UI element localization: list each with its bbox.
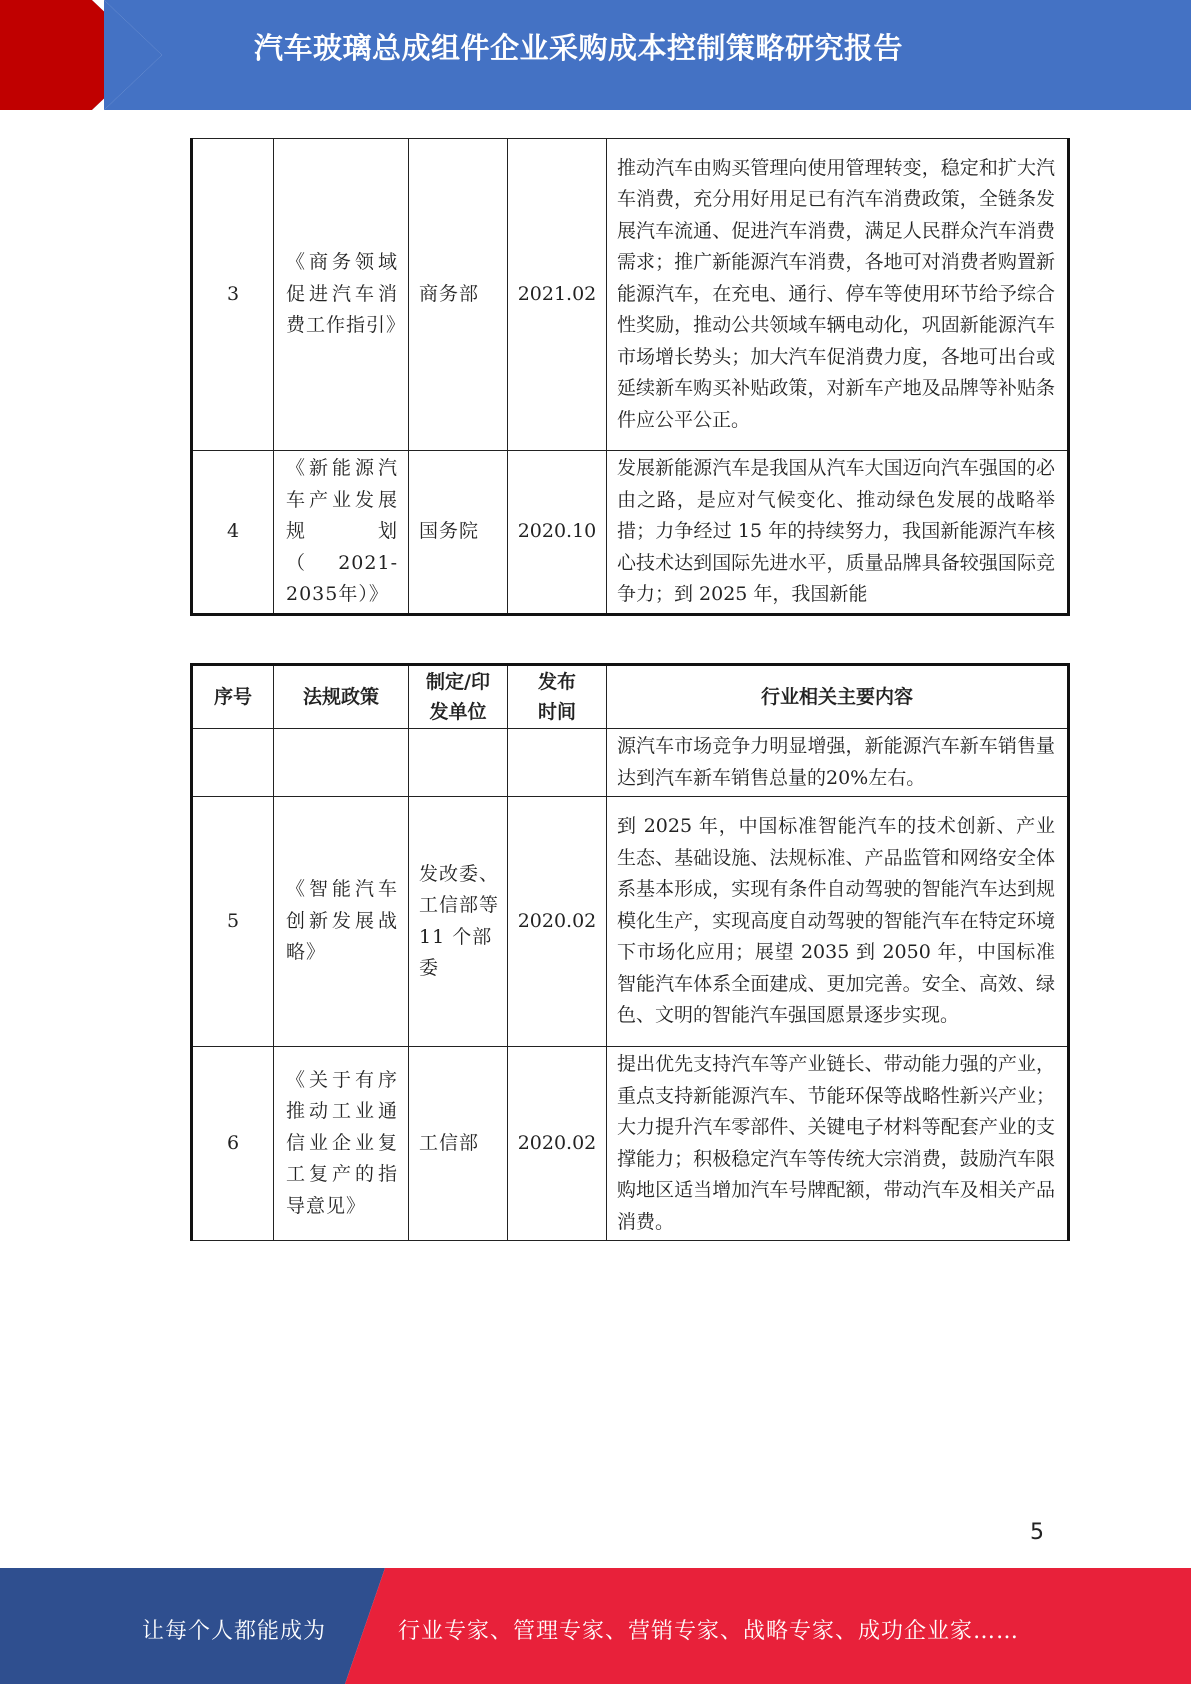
issuing-unit: 国务院 — [409, 451, 508, 615]
policy-content: 发展新能源汽车是我国从汽车大国迈向汽车强国的必由之路，是应对气候变化、推动绿色发展的战略举措；力争经过 15 年的持续努力，我国新能源汽车核心技术达到国际先进水平，质量品牌具备较强国际竞争力；到 2025 年，我国新能 — [607, 451, 1069, 615]
header-banner — [0, 0, 1191, 110]
header-num: 序号 — [192, 665, 274, 729]
issuing-unit: 发改委、工信部等 11 个部委 — [409, 797, 508, 1047]
row-number: 4 — [192, 451, 274, 615]
issue-date: 2020.10 — [508, 451, 607, 615]
header-content: 行业相关主要内容 — [607, 665, 1069, 729]
footer-slogan-right: 行业专家、管理专家、营销专家、战略专家、成功企业家…… — [398, 1619, 1020, 1644]
policy-table — [190, 663, 1070, 1241]
policy-name: 《智能汽车创新发展战略》 — [274, 797, 409, 1047]
policy-name: 《商务领域促进汽车消费工作指引》 — [274, 139, 409, 451]
row-number: 5 — [192, 797, 274, 1047]
table-row — [192, 139, 1069, 451]
page-number: 5 — [1030, 1520, 1044, 1545]
footer-banner — [0, 1568, 1191, 1684]
table-row — [192, 729, 1069, 797]
table-row — [192, 451, 1069, 615]
issue-date: 2020.02 — [508, 1047, 607, 1241]
header-unit: 制定/印发单位 — [409, 665, 508, 729]
table-row — [192, 1047, 1069, 1241]
issuing-unit: 工信部 — [409, 1047, 508, 1241]
policy-table-continued — [190, 138, 1070, 616]
footer-slogan-left: 让每个人都能成为 — [142, 1619, 327, 1644]
policy-content: 到 2025 年，中国标准智能汽车的技术创新、产业生态、基础设施、法规标准、产品监管和网络安全体系基本形成，实现有条件自动驾驶的智能汽车达到规模化生产，实现高度自动驾驶的智能汽车在特定环境下市场化应用；展望 2035 到 2050 年，中国标准智能汽车体系全面建成、更加完善。安全、高效、绿色、文明的智能汽车强国愿景逐步实现。 — [607, 797, 1069, 1047]
table-header-row — [192, 665, 1069, 729]
policy-content: 提出优先支持汽车等产业链长、带动能力强的产业，重点支持新能源汽车、节能环保等战略性新兴产业；大力提升汽车零部件、关键电子材料等配套产业的支撑能力；积极稳定汽车等传统大宗消费，鼓励汽车限购地区适当增加汽车号牌配额，带动汽车及相关产品消费。 — [607, 1047, 1069, 1241]
policy-content: 源汽车市场竞争力明显增强，新能源汽车新车销售量达到汽车新车销售总量的20%左右。 — [607, 729, 1069, 797]
policy-name — [274, 729, 409, 797]
issue-date: 2020.02 — [508, 797, 607, 1047]
header-date: 发布时间 — [508, 665, 607, 729]
header-name: 法规政策 — [274, 665, 409, 729]
policy-name: 《新能源汽车产业发展规 划（2021-2035年）》 — [274, 451, 409, 615]
issue-date — [508, 729, 607, 797]
policy-content: 推动汽车由购买管理向使用管理转变，稳定和扩大汽车消费，充分用好用足已有汽车消费政策，全链条发展汽车流通、促进汽车消费，满足人民群众汽车消费需求；推广新能源汽车消费，各地可对消费者购置新能源汽车，在充电、通行、停车等使用环节给予综合性奖励，推动公共领域车辆电动化，巩固新能源汽车市场增长势头；加大汽车促消费力度，各地可出台或延续新车购买补贴政策，对新车产地及品牌等补贴条件应公平公正。 — [607, 139, 1069, 451]
issue-date: 2021.02 — [508, 139, 607, 451]
table-row — [192, 797, 1069, 1047]
issuing-unit: 商务部 — [409, 139, 508, 451]
row-number: 3 — [192, 139, 274, 451]
issuing-unit — [409, 729, 508, 797]
row-number — [192, 729, 274, 797]
row-number: 6 — [192, 1047, 274, 1241]
policy-name: 《关于有序推动工业通信业企业复工复产的指导意见》 — [274, 1047, 409, 1241]
report-title: 汽车玻璃总成组件企业采购成本控制策略研究报告 — [254, 31, 904, 65]
